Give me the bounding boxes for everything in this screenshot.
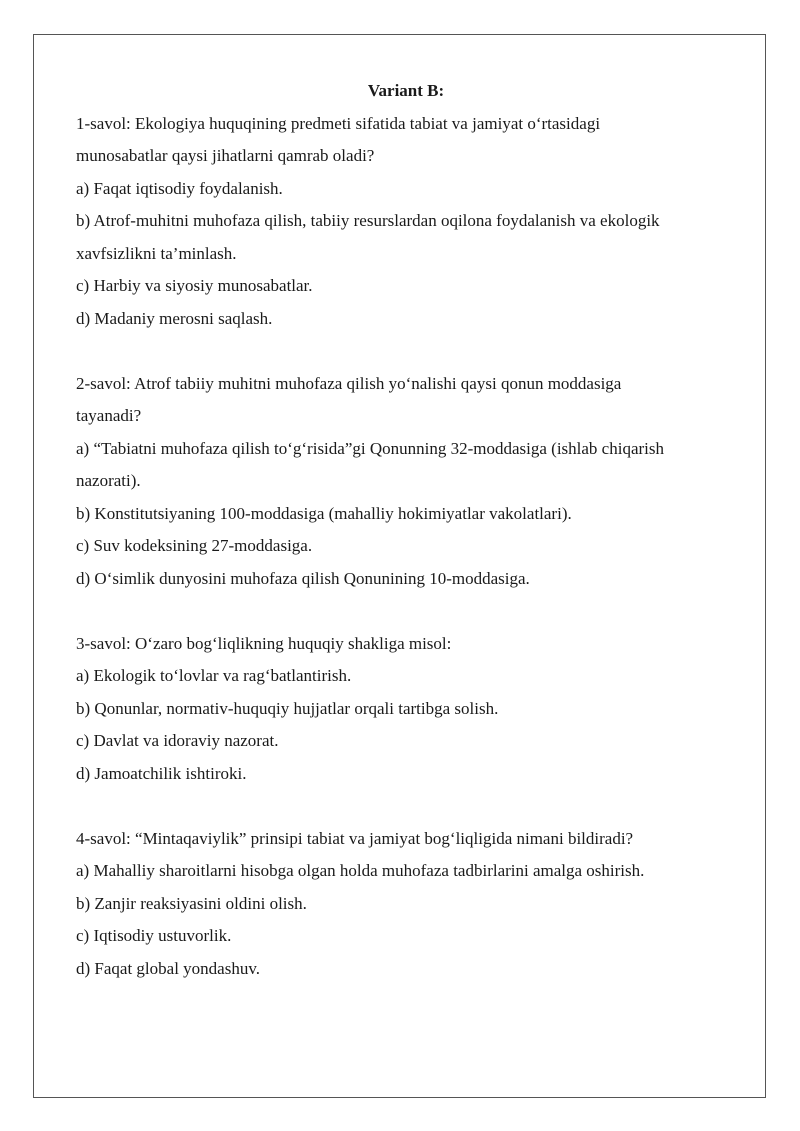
spacer (76, 595, 746, 628)
option-b: b) Atrof-muhitni muhofaza qilish, tabiiy resurslardan oqilona foydalanish va ekologik (76, 211, 660, 230)
question-text: 3-savol: O‘zaro bog‘liqlikning huquqiy shakliga misol: (76, 633, 452, 653)
option-a: a) “Tabiatni muhofaza qilish to‘g‘risida”gi Qonunning 32-moddasiga (ishlab chiqarish (76, 438, 664, 458)
question-block-2 (76, 368, 746, 596)
option-b: b) Konstitutsiyaning 100-moddasiga (mahalliy hokimiyatlar vakolatlari). (76, 503, 572, 523)
question-text-continued: munosabatlar qaysi jihatlarni qamrab oladi? (76, 146, 375, 165)
option-b: b) Qonunlar, normativ-huquqiy hujjatlar orqali tartibga solish. (76, 698, 499, 718)
option-d: d) O‘simlik dunyosini muhofaza qilish Qonunining 10-moddasiga. (76, 568, 530, 588)
option-a-continued: nazorati). (76, 471, 141, 490)
option-d: d) Faqat global yondashuv. (76, 958, 260, 978)
option-b: b) Zanjir reaksiyasini oldini olish. (76, 893, 307, 913)
question-block-4 (76, 823, 746, 986)
document-title: Variant B: (367, 81, 445, 100)
question-text: 4-savol: “Mintaqaviylik” prinsipi tabiat va jamiyat bog‘liqligida nimani bildiradi? (76, 828, 634, 848)
option-c: c) Harbiy va siyosiy munosabatlar. (76, 276, 313, 295)
option-c: c) Suv kodeksining 27-moddasiga. (76, 536, 313, 555)
spacer (76, 790, 746, 823)
option-a: a) Ekologik to‘lovlar va rag‘batlantirish. (76, 666, 352, 685)
document-body (76, 75, 746, 985)
spacer (76, 335, 746, 368)
option-d: d) Madaniy merosni saqlash. (76, 308, 273, 328)
option-d: d) Jamoatchilik ishtiroki. (76, 763, 247, 783)
option-b-continued: xavfsizlikni ta’minlash. (76, 243, 237, 263)
option-a: a) Faqat iqtisodiy foydalanish. (76, 178, 283, 198)
question-text: 2-savol: Atrof tabiiy muhitni muhofaza qilish yo‘nalishi qaysi qonun moddasiga (76, 373, 622, 393)
option-c: c) Davlat va idoraviy nazorat. (76, 731, 279, 750)
question-text-continued: tayanadi? (76, 406, 142, 425)
option-a: a) Mahalliy sharoitlarni hisobga olgan holda muhofaza tadbirlarini amalga oshirish. (76, 861, 645, 880)
question-block-3 (76, 628, 746, 791)
question-text: 1-savol: Ekologiya huquqining predmeti sifatida tabiat va jamiyat o‘rtasidagi (76, 113, 601, 133)
question-block-1 (76, 108, 746, 336)
option-c: c) Iqtisodiy ustuvorlik. (76, 926, 232, 945)
